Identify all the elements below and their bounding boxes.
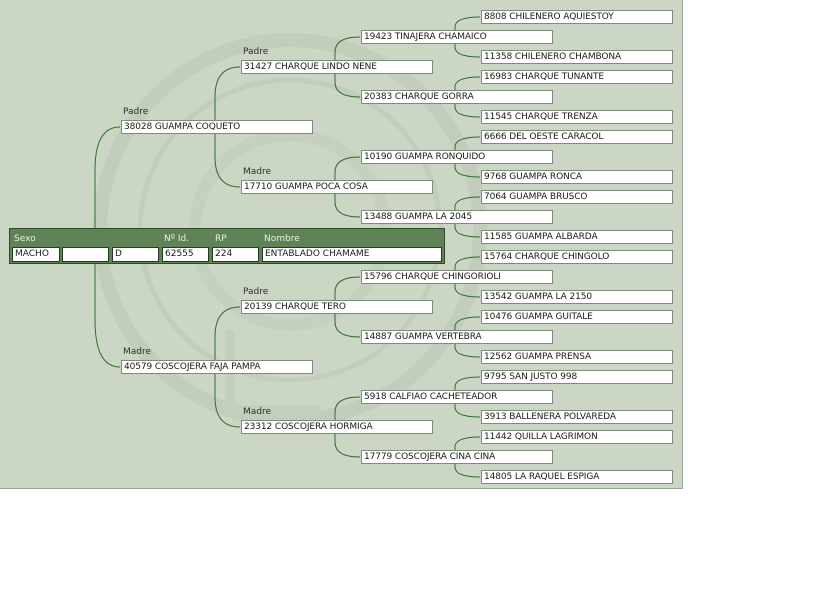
grandparent-mp-box[interactable]: 20139 CHARQUE TERO	[241, 300, 433, 314]
blank-field[interactable]	[62, 247, 109, 262]
great-great-grandparent-box[interactable]: 16983 CHARQUE TUNANTE	[481, 70, 673, 84]
great-grandparent-box[interactable]: 5918 CALFIAO CACHETEADOR	[361, 390, 553, 404]
great-great-grandparent-box[interactable]: 9795 SAN JUSTO 998	[481, 370, 673, 384]
madre-box[interactable]: 40579 COSCOJERA FAJA PAMPA	[121, 360, 313, 374]
great-grandparent-box[interactable]: 17779 COSCOJERA CINA CINA	[361, 450, 553, 464]
rp-field[interactable]: 224	[212, 247, 259, 262]
great-grandparent-box[interactable]: 15796 CHARQUE CHINGORIOLI	[361, 270, 553, 284]
great-great-grandparent-box[interactable]: 8808 CHILENERO AQUIESTOY	[481, 10, 673, 24]
great-great-grandparent-box[interactable]: 3913 BALLENERA POLVAREDA	[481, 410, 673, 424]
pm-label: Madre	[243, 167, 272, 177]
padre-label: Padre	[123, 107, 149, 117]
great-great-grandparent-box[interactable]: 11545 CHARQUE TRENZA	[481, 110, 673, 124]
padre-box[interactable]: 38028 GUAMPA COQUETO	[121, 120, 313, 134]
great-grandparent-box[interactable]: 13488 GUAMPA LA 2045	[361, 210, 553, 224]
great-grandparent-box[interactable]: 20383 CHARQUE GORRA	[361, 90, 553, 104]
id-header: Nº Id.	[164, 234, 190, 244]
great-great-grandparent-box[interactable]: 13542 GUAMPA LA 2150	[481, 290, 673, 304]
great-great-grandparent-box[interactable]: 9768 GUAMPA RONCA	[481, 170, 673, 184]
grandparent-mm-box[interactable]: 23312 COSCOJERA HORMIGA	[241, 420, 433, 434]
great-great-grandparent-box[interactable]: 15764 CHARQUE CHINGOLO	[481, 250, 673, 264]
category-field[interactable]: D	[112, 247, 159, 262]
great-great-grandparent-box[interactable]: 14805 LA RAQUEL ESPIGA	[481, 470, 673, 484]
rp-header: RP	[215, 234, 227, 244]
id-field[interactable]: 62555	[162, 247, 209, 262]
animal-info-panel	[9, 228, 445, 264]
great-grandparent-box[interactable]: 14887 GUAMPA VERTEBRA	[361, 330, 553, 344]
great-great-grandparent-box[interactable]: 11442 QUILLA LAGRIMON	[481, 430, 673, 444]
great-grandparent-box[interactable]: 10190 GUAMPA RONQUIDO	[361, 150, 553, 164]
great-great-grandparent-box[interactable]: 6666 DEL OESTE CARACOL	[481, 130, 673, 144]
sexo-header: Sexo	[14, 234, 36, 244]
great-great-grandparent-box[interactable]: 11358 CHILENERO CHAMBONA	[481, 50, 673, 64]
nombre-field[interactable]: ENTABLADO CHAMAME	[262, 247, 442, 262]
grandparent-pm-box[interactable]: 17710 GUAMPA POCA COSA	[241, 180, 433, 194]
madre-label: Madre	[123, 347, 152, 357]
mm-label: Madre	[243, 407, 272, 417]
great-great-grandparent-box[interactable]: 12562 GUAMPA PRENSA	[481, 350, 673, 364]
great-great-grandparent-box[interactable]: 7064 GUAMPA BRUSCO	[481, 190, 673, 204]
mp-label: Padre	[243, 287, 269, 297]
great-grandparent-box[interactable]: 19423 TINAJERA CHAMAICO	[361, 30, 553, 44]
sexo-field[interactable]: MACHO	[12, 247, 60, 262]
pp-label: Padre	[243, 47, 269, 57]
great-great-grandparent-box[interactable]: 11585 GUAMPA ALBARDA	[481, 230, 673, 244]
great-great-grandparent-box[interactable]: 10476 GUAMPA GUITALE	[481, 310, 673, 324]
grandparent-pp-box[interactable]: 31427 CHARQUE LINDO NENE	[241, 60, 433, 74]
nombre-header: Nombre	[264, 234, 300, 244]
